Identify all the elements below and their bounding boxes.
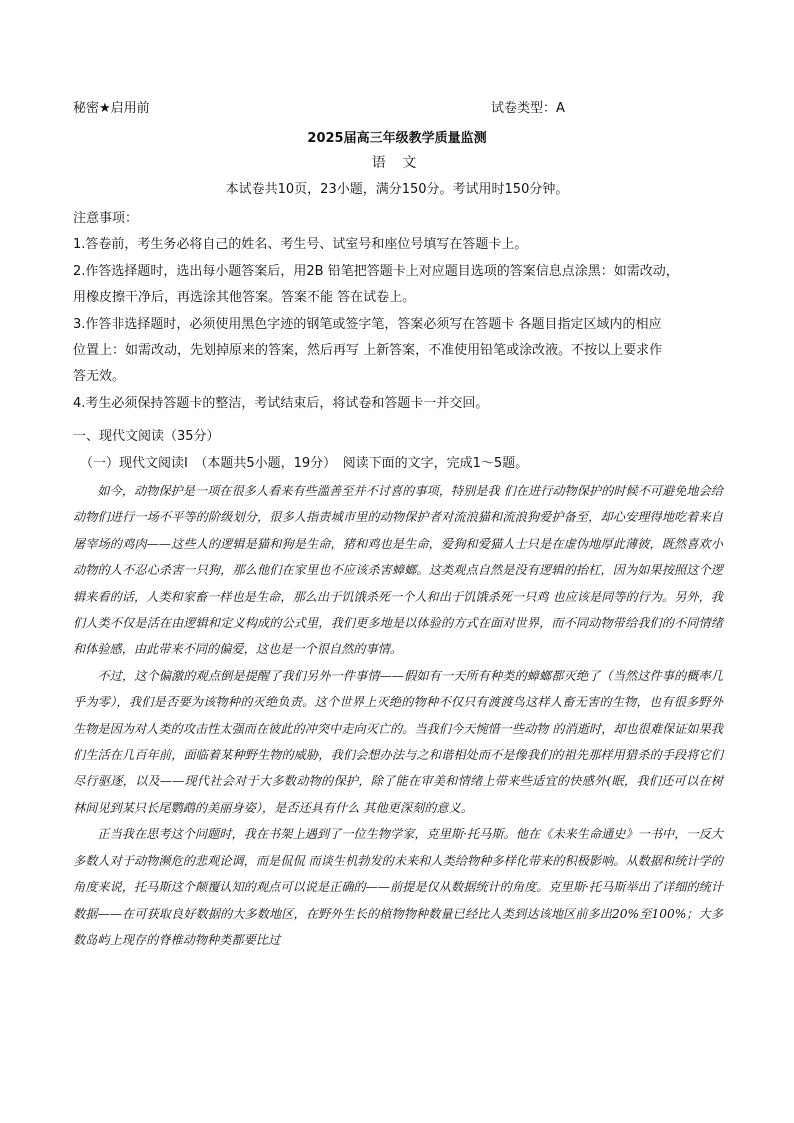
instruction-line: 1.答卷前，考生务必将自己的姓名、考生号、试室号和座位号填写在答题卡上。 bbox=[73, 237, 528, 253]
instruction-line: 2.作答选择题时，选出每小题答案后，用2B 铅笔把答题卡上对应题目选项的答案信息点涂黑：如需改动， bbox=[73, 263, 679, 279]
instruction-line: 3.作答非选择题时，必须使用黑色字迹的钢笔或签字笔，答案必须写在答题卡 各题目指定区域内的相应 bbox=[73, 316, 662, 332]
exam-subject: 语 文 bbox=[371, 155, 423, 171]
paper-type-label: 试卷类型：A bbox=[491, 101, 565, 116]
instructions-block bbox=[73, 206, 733, 417]
exam-summary: 本试卷共10页，23小题，满分150分。考试用时150分钟。 bbox=[225, 182, 569, 197]
passage-paragraph: 不过，这个偏激的观点倒是提醒了我们另外一件事情——假如有一天所有种类的蟑螂都灭绝了（当然这件事的概率几乎为零），我们是否要为该物种的灭绝负责。这个世界上灭绝的物种不仅只有渡渡鸟这样人畜无害的生物，也有很多野外生物是因为对人类的攻击性太强而在彼此的冲突中走向灭亡的。当我们今天惋惜一些动物 的消逝时，却也很难保证如果我们生活在几百年前，面临着某种野生物的威胁，我们会想办法与之和谐相处而不是像我们的祖先那样用猎杀的手段将它们尽行驱逐，以及——现代社会对于大多数动物的保护，除了能在审美和情绪上带来些适宜的快感外(眠，我们还可以在树林间见到某只长尾鹦鹉的美丽身姿），是否还具有什么 其他更深刻的意义。 bbox=[73, 668, 723, 815]
instruction-line: 位置上：如需改动，先划掉原来的答案，然后再写 上新答案，不准使用铅笔或涂改液。不按以上要求作 bbox=[73, 343, 663, 359]
instructions-heading: 注意事项： bbox=[73, 211, 139, 226]
passage-paragraph: 如今，动物保护是一项在很多人看来有些滥善至并不讨喜的事项，特别是我 们在进行动物保护的时候不可避免地会给动物们进行一场不平等的阶级划分，很多人指责城市里的动物保护者对流浪猫和流浪狗爱护备至，却心安理得地吃着来自屠宰场的鸡肉——这些人的逻辑是猫和狗是生命，猪和鸡也是生命，爱狗和爱猫人士只是在虚伪地厚此薄彼，既然喜欢小动物的人不忍心杀害一只狗，那么他们在家里也不应该杀害蟑螂。这类观点自然是没有逻辑的抬杠，因为如果按照这个逻辑来看的话，人类和家畜一样也是生命，那么出于饥饿杀死一个人和出于饥饿杀死一只鸡 也应该是同等的行为。另外，我们人类不仅是活在由逻辑和定义构成的公式里，我们更多地是以体验的方式在面对世界，而不同动物带给我们的不同情绪和体验感，由此带来不同的偏爱，这也是一个很自然的事情。 bbox=[73, 484, 723, 657]
instruction-line: 用橡皮擦干净后，再选涂其他答案。答案不能 答在试卷上。 bbox=[73, 290, 416, 306]
page-header bbox=[73, 97, 723, 117]
instruction-line: 4.考生必须保持答题卡的整洁，考试结束后，将试卷和答题卡一并交回。 bbox=[73, 395, 489, 411]
subsection-title: （一）现代文阅读I （本题共5小题，19分） 阅读下面的文字，完成1～5题。 bbox=[80, 456, 529, 471]
passage-paragraph: 正当我在思考这个问题时，我在书架上遇到了一位生物学家，克里斯·托马斯。他在《未来生命通史》一书中，一反大多数人对于动物濒危的悲观论调，而是侃侃 而谈生机勃发的未来和人类给物种多样化带来的积极影响。从数据和统计学的角度来说，托马斯这个颠覆认知的观点可以说是正确的——前提是仅从数据统计的角度。克里斯·托马斯举出了详细的统计数据——在可获取良好数据的大多数地区，在野外生长的植物物种数量已经比人类到达该地区前多出20%至100%；大多数岛屿上现存的脊椎动物种类都要比过 bbox=[73, 827, 723, 947]
instruction-line: 答无效。 bbox=[73, 369, 126, 385]
section-title: 一、现代文阅读（35分） bbox=[73, 429, 220, 444]
exam-title: 2025届高三年级教学质量监测 bbox=[307, 131, 487, 146]
reading-passage bbox=[73, 478, 723, 953]
confidential-label: 秘密★启用前 bbox=[73, 101, 150, 116]
